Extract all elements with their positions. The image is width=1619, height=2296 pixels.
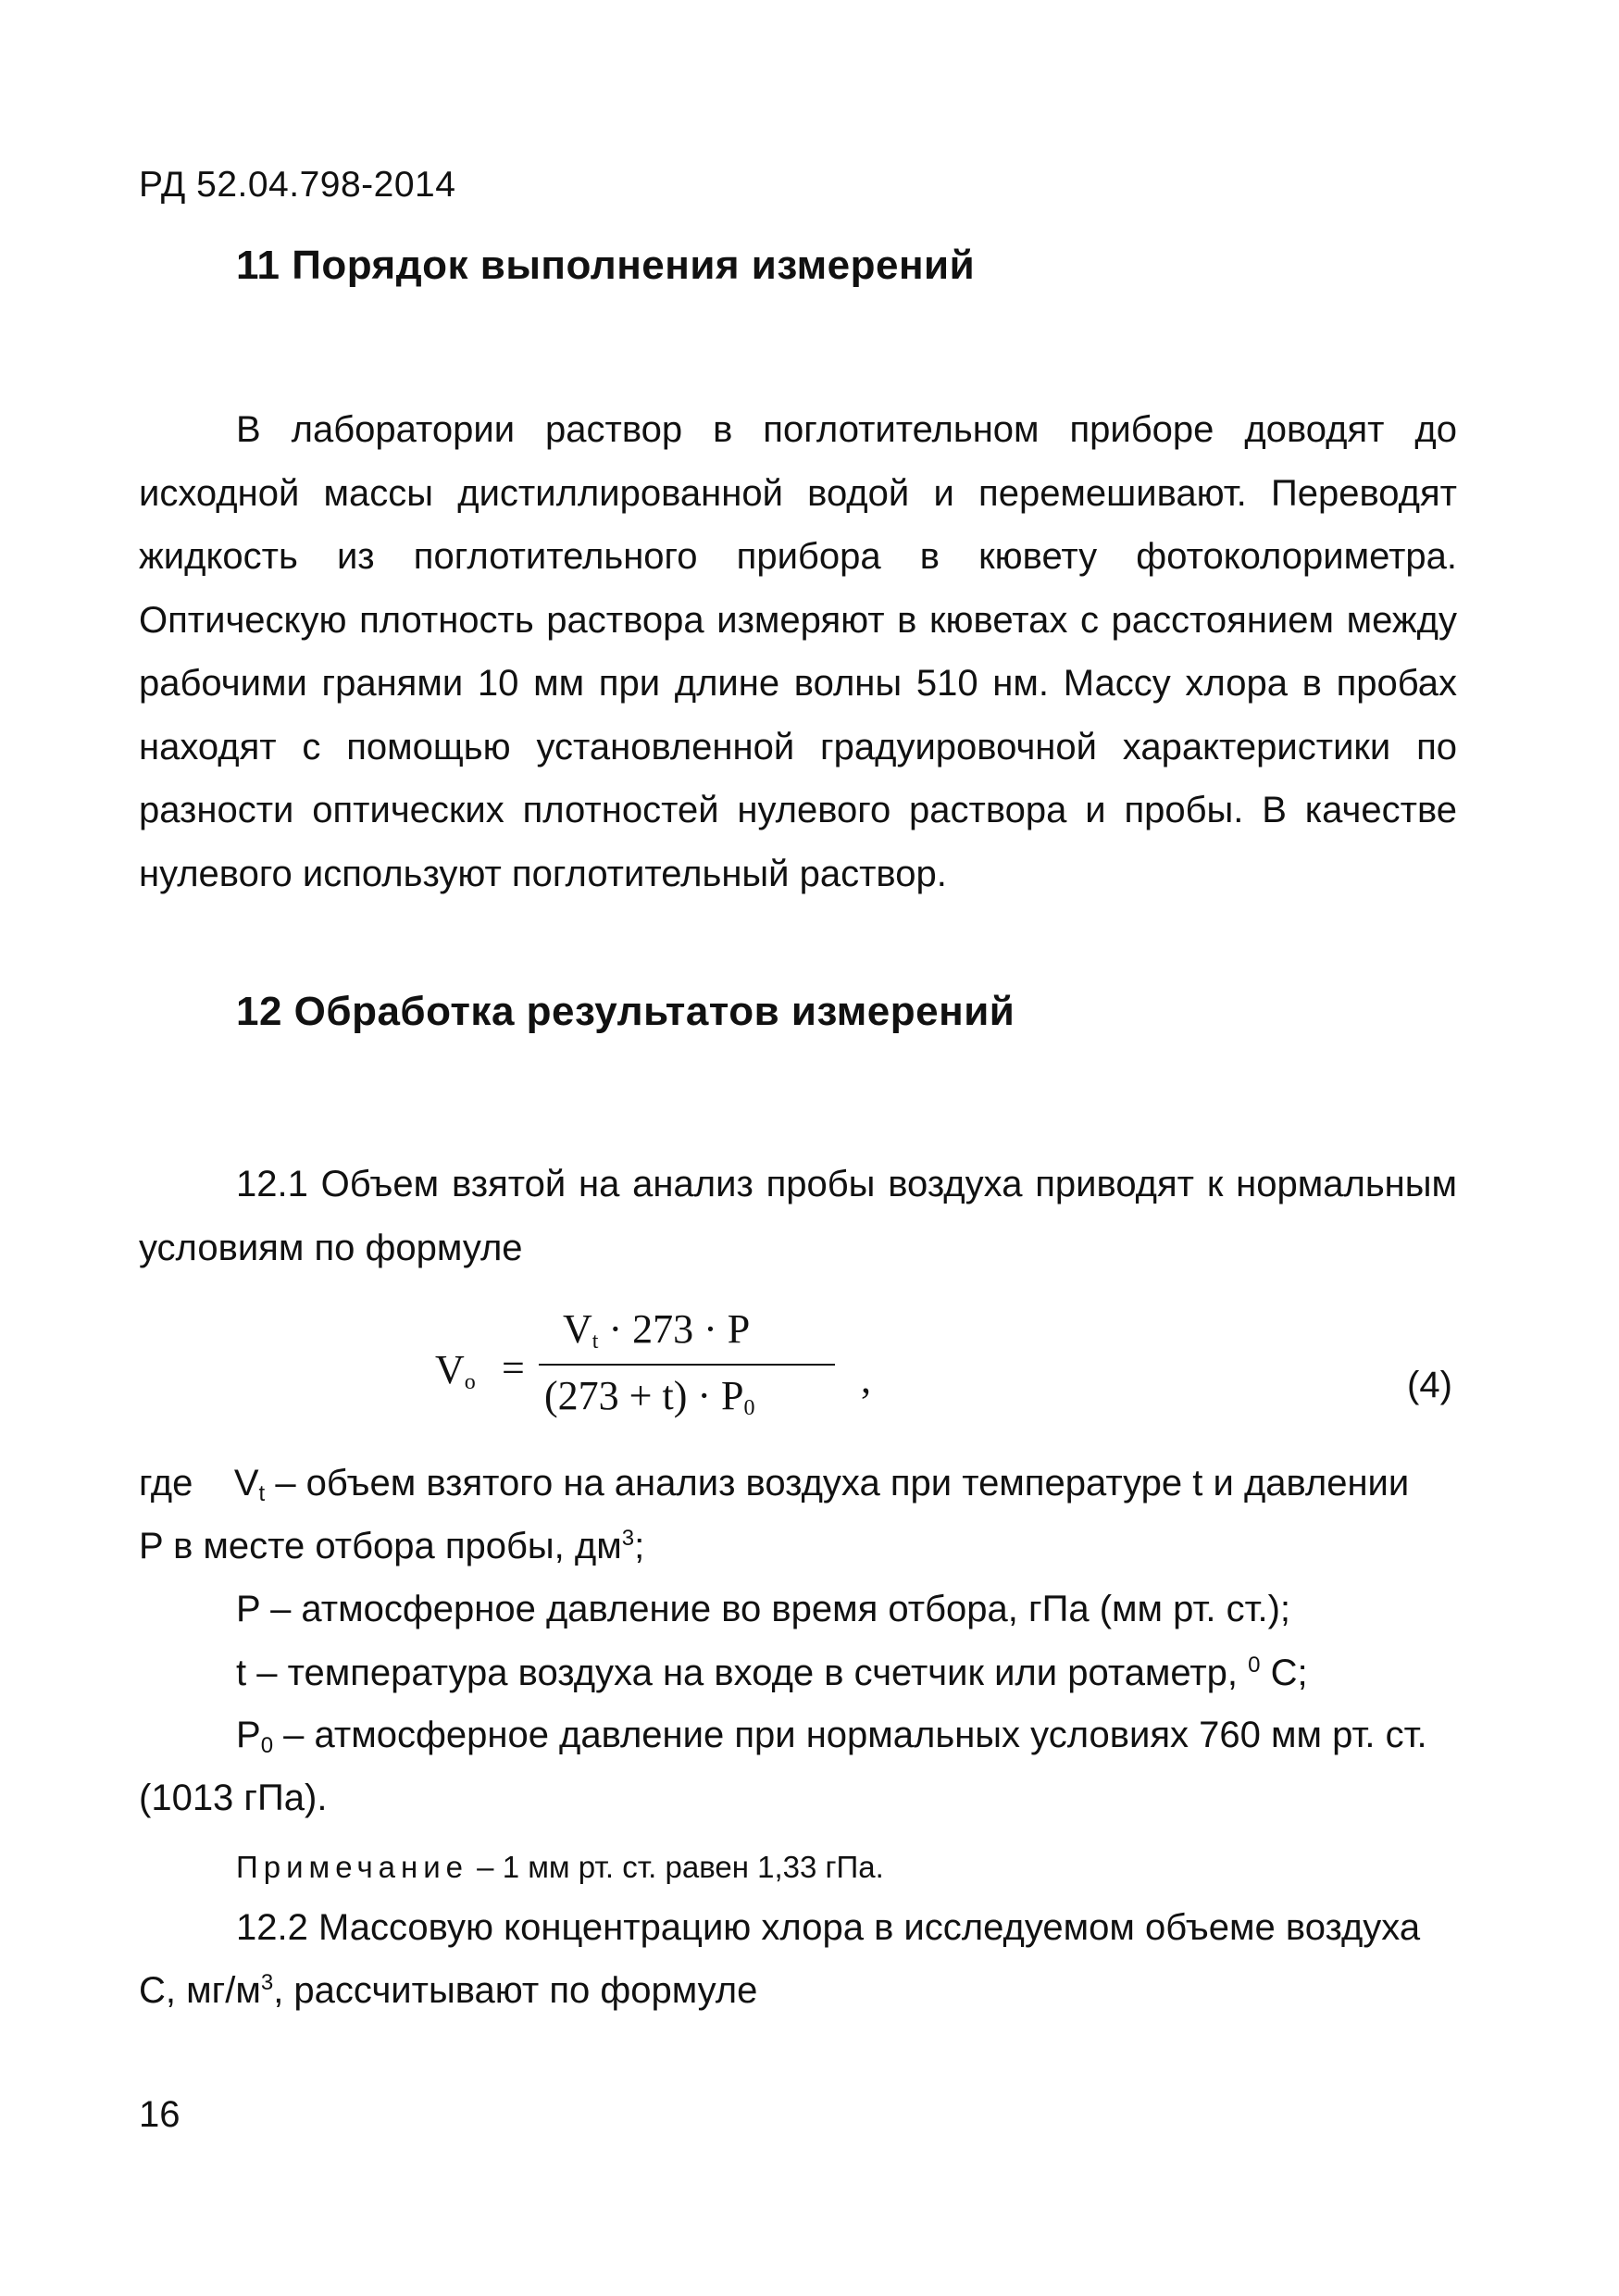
- formula-comma: ,: [861, 1356, 871, 1402]
- p122-unit-text: С, мг/м: [139, 1970, 261, 2011]
- p122-tail: , рассчитывают по формуле: [273, 1970, 758, 2011]
- numerator-sub: t: [592, 1329, 599, 1354]
- where-vt-cont-tail: ;: [634, 1526, 645, 1566]
- page-number: 16: [139, 2094, 181, 2135]
- paragraph-12-1: 12.1 Объем взятой на анализ пробы воздуха приводят к нормальным условиям по формуле: [139, 1164, 1457, 1268]
- formula-equals: =: [502, 1345, 525, 1391]
- where-vt-sub: t: [258, 1481, 266, 1506]
- where-p0-text: – атмосферное давление при нормальных условиях 760 мм рт. ст.: [273, 1715, 1427, 1755]
- paragraph-12-2-line-2: [139, 1970, 757, 2012]
- formula-lhs-sub: o: [464, 1370, 476, 1394]
- where-vt-text: – объем взятого на анализ воздуха при температуре t и давлении: [265, 1463, 1410, 1504]
- fraction-bar: [539, 1364, 835, 1366]
- note-label: Примечание: [236, 1850, 469, 1884]
- denominator-sub: 0: [743, 1396, 755, 1420]
- formula-denominator: [544, 1372, 754, 1421]
- where-p0-sub: 0: [260, 1733, 274, 1758]
- where-line-p0: [236, 1715, 1427, 1759]
- where-line-t: [236, 1653, 1308, 1694]
- where-vt-cont-sup: 3: [621, 1526, 635, 1551]
- equation-number: (4): [1407, 1365, 1452, 1405]
- where-t-text: t – температура воздуха на входе в счетчик или ротаметр,: [236, 1653, 1249, 1693]
- where-vt-cont-text: P в месте отбора пробы, дм: [139, 1526, 622, 1566]
- numerator-var: V: [563, 1306, 592, 1352]
- where-line-vt-cont: [139, 1526, 644, 1567]
- denominator-main: (273 + t) · P: [544, 1373, 744, 1418]
- numerator-rest: · 273 · P: [598, 1306, 751, 1352]
- formula-lhs: [435, 1346, 476, 1395]
- where-t-tail: С;: [1260, 1653, 1308, 1693]
- where-line-p: P – атмосферное давление во время отбора, гПа (мм рт. ст.);: [236, 1589, 1291, 1629]
- formula-lhs-var: V: [435, 1347, 465, 1392]
- where-line-p0-cont: (1013 гПа).: [139, 1778, 328, 1818]
- document-code: РД 52.04.798-2014: [139, 165, 456, 205]
- where-t-sup: 0: [1248, 1653, 1261, 1678]
- formula-numerator: [563, 1305, 750, 1354]
- section-11-paragraph: В лаборатории раствор в поглотительном приборе доводят до исходной массы дистиллированной водой и перемешивают. Переводят жидкость из поглотительного прибора в кювету фотоколориметра. Оптическую плотность раствора измеряют в кюветах с расстоянием между рабочими гранями 10 мм при длине волны 510 нм. Массу хлора в пробах находят с помощью установленной градуировочной характеристики по разности оптических плотностей нулевого раствора и пробы. В качестве нулевого используют поглотительный раствор.: [139, 409, 1457, 894]
- where-prefix: где: [139, 1463, 193, 1504]
- p122-unit-sup: 3: [260, 1970, 274, 1995]
- section-11-heading: 11 Порядок выполнения измерений: [236, 243, 976, 288]
- where-line-vt: [139, 1463, 1409, 1507]
- note: [236, 1850, 884, 1885]
- section-12-heading: 12 Обработка результатов измерений: [236, 989, 1015, 1034]
- where-p0-var: P: [236, 1715, 261, 1755]
- paragraph-12-2-line-1: 12.2 Массовую концентрацию хлора в исследуемом объеме воздуха: [236, 1907, 1421, 1948]
- note-text: – 1 мм рт. ст. равен 1,33 гПа.: [468, 1850, 884, 1884]
- formula-4: [435, 1305, 916, 1444]
- where-vt-var: V: [233, 1463, 259, 1504]
